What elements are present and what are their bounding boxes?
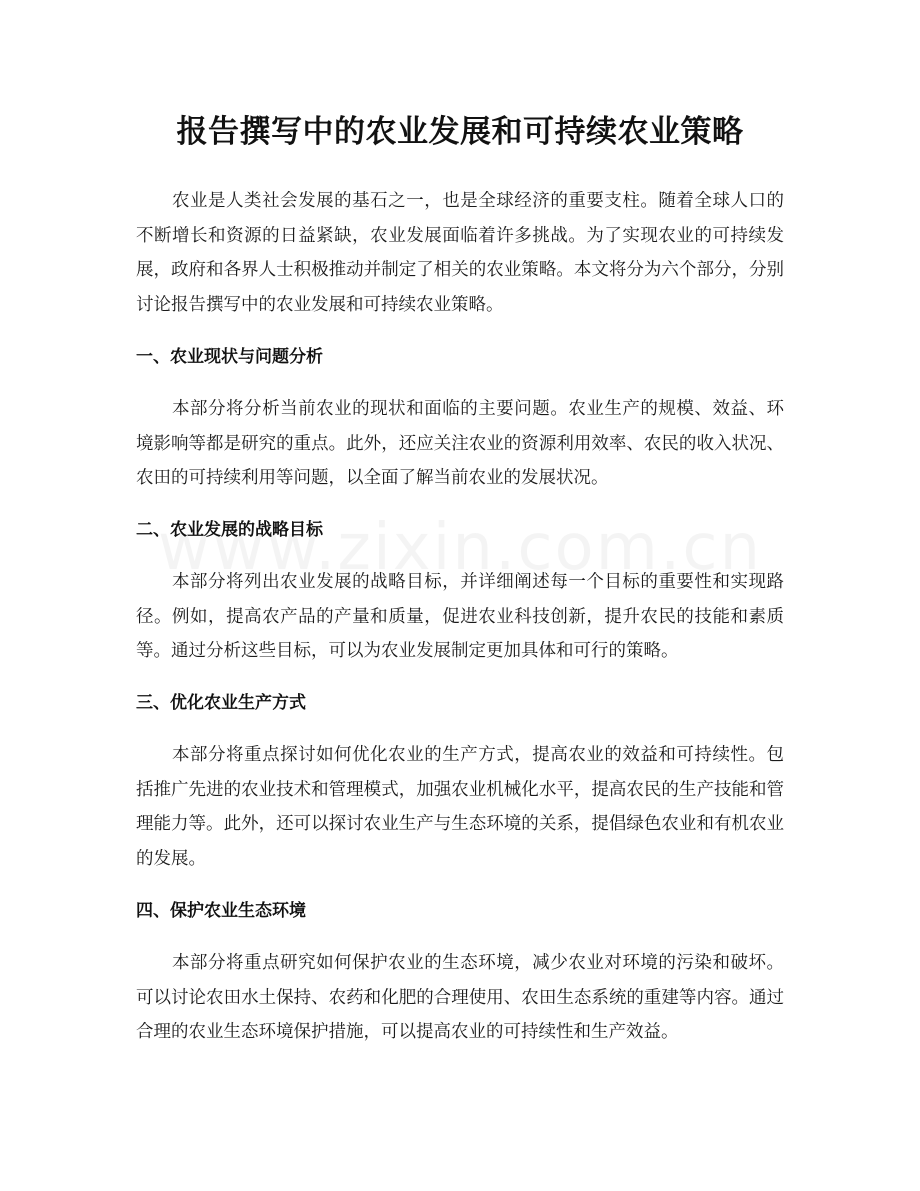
section-heading-3: 三、优化农业生产方式: [136, 693, 306, 713]
section-heading-4: 四、保护农业生态环境: [136, 901, 306, 921]
section-body-3: 本部分将重点探讨如何优化农业的生产方式，提高农业的效益和可持续性。包括推广先进的农业技术和管理模式，加强农业机械化水平，提高农民的生产技能和管理能力等。此外，还可以探讨农业生产与生态环境的关系，提倡绿色农业和有机农业的发展。: [136, 745, 784, 869]
document-title: 报告撰写中的农业发展和可持续农业策略: [176, 114, 744, 150]
section-body-1: 本部分将分析当前农业的现状和面临的主要问题。农业生产的规模、效益、环境影响等都是研究的重点。此外，还应关注农业的资源利用效率、农民的收入状况、农田的可持续利用等问题，以全面了解当前农业的发展状况。: [136, 399, 784, 488]
section-body-2: 本部分将列出农业发展的战略目标，并详细阐述每一个目标的重要性和实现路径。例如，提高农产品的产量和质量，促进农业科技创新，提升农民的技能和素质等。通过分析这些目标，可以为农业发展制定更加具体和可行的策略。: [136, 572, 784, 661]
section-body-4: 本部分将重点研究如何保护农业的生态环境，减少农业对环境的污染和破坏。可以讨论农田水土保持、农药和化肥的合理使用、农田生态系统的重建等内容。通过合理的农业生态环境保护措施，可以提高农业的可持续性和生产效益。: [136, 953, 784, 1042]
section-heading-2: 二、农业发展的战略目标: [136, 520, 323, 540]
intro-paragraph: 农业是人类社会发展的基石之一，也是全球经济的重要支柱。随着全球人口的不断增长和资源的日益紧缺，农业发展面临着许多挑战。为了实现农业的可持续发展，政府和各界人士积极推动并制定了相关的农业策略。本文将分为六个部分，分别讨论报告撰写中的农业发展和可持续农业策略。: [136, 191, 784, 315]
section-heading-1: 一、农业现状与问题分析: [136, 347, 323, 367]
